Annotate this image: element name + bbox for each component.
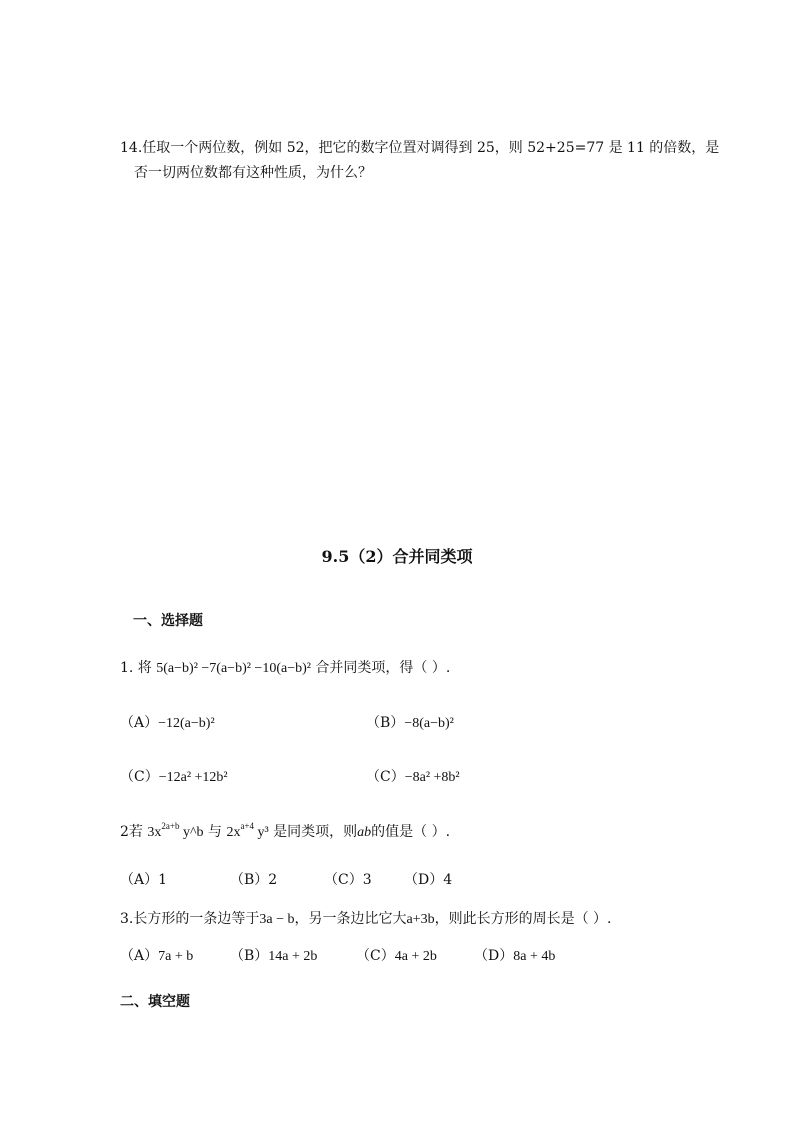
q1-option-b	[366, 714, 454, 733]
option-label: （C）	[324, 872, 363, 888]
q2-variable: ab	[357, 825, 372, 840]
option-text: −8a² +8b²	[404, 770, 460, 785]
q2-option-a	[120, 871, 230, 889]
q2-mid: 与	[207, 824, 222, 840]
option-text: 4a + 2b	[394, 949, 437, 964]
q14-line1: 14.任取一个两位数，例如 52，把它的数字位置对调得到 25，则 52+25=77 是 11 的倍数，是	[120, 140, 720, 156]
section-heading-choice: 一、选择题	[133, 613, 203, 629]
option-label: （A）	[120, 948, 159, 964]
option-text: 4	[443, 872, 453, 888]
option-text: −12a² +12b²	[158, 770, 228, 785]
q3-expression-1: 3a − b	[259, 912, 295, 927]
q3-option-b	[230, 947, 356, 966]
q3-prefix: 3.长方形的一条边等于	[120, 911, 260, 927]
option-label: （D）	[474, 948, 514, 964]
option-label: （B）	[366, 715, 405, 731]
q1-prefix: 1. 将	[120, 660, 152, 676]
q1-expression: 5(a−b)² −7(a−b)² −10(a−b)²	[156, 661, 311, 676]
q2-option-d	[404, 871, 452, 889]
q1-option-c	[120, 768, 228, 787]
q3-option-d	[474, 947, 555, 966]
q2-options	[120, 871, 452, 889]
q2-expression-2: $2x^{a+4}$ y³	[226, 821, 269, 840]
q1-option-a	[120, 714, 215, 733]
q1-suffix: 合并同类项，得（ ）.	[315, 660, 451, 676]
option-label: （D）	[404, 872, 444, 888]
q2-prefix: 2若	[120, 824, 143, 840]
option-text: 1	[158, 872, 168, 888]
q14-line2: 否一切两位数都有这种性质，为什么？	[134, 165, 372, 181]
option-label: （A）	[120, 715, 159, 731]
q2-expression-1: $3x^{2a+b}$ y^b	[147, 821, 204, 840]
section-heading-fill: 二、填空题	[120, 994, 190, 1010]
q2-suffix: 是同类项，则	[273, 824, 358, 840]
option-label: （B）	[230, 948, 269, 964]
option-text: −8(a−b)²	[404, 716, 454, 731]
page-title: 9.5（2）合并同类项	[321, 547, 473, 566]
option-label: （C）	[356, 948, 395, 964]
option-label: （B）	[230, 872, 269, 888]
q3-options	[120, 947, 555, 966]
option-text: 14a + 2b	[268, 949, 318, 964]
option-text: 2	[268, 872, 278, 888]
option-label: （C）	[366, 769, 405, 785]
option-label: （C）	[120, 769, 159, 785]
question-2	[120, 823, 450, 842]
question-1	[120, 659, 450, 678]
q2-option-b	[230, 871, 324, 889]
option-text: 7a + b	[158, 949, 194, 964]
option-text: 8a + 4b	[513, 949, 556, 964]
option-label: （A）	[120, 872, 159, 888]
q3-expression-2: a+3b	[406, 912, 435, 927]
q2-option-c	[324, 871, 404, 889]
q3-option-c	[356, 947, 474, 966]
q1-option-d	[366, 768, 460, 787]
q3-mid: ，另一条边比它大	[294, 911, 407, 927]
option-text: −12(a−b)²	[158, 716, 215, 731]
q2-end: 的值是（ ）.	[371, 824, 451, 840]
question-3	[120, 910, 611, 929]
q3-option-a	[120, 947, 230, 966]
option-text: 3	[362, 872, 372, 888]
q3-suffix: ，则此长方形的周长是（ ）.	[434, 911, 612, 927]
